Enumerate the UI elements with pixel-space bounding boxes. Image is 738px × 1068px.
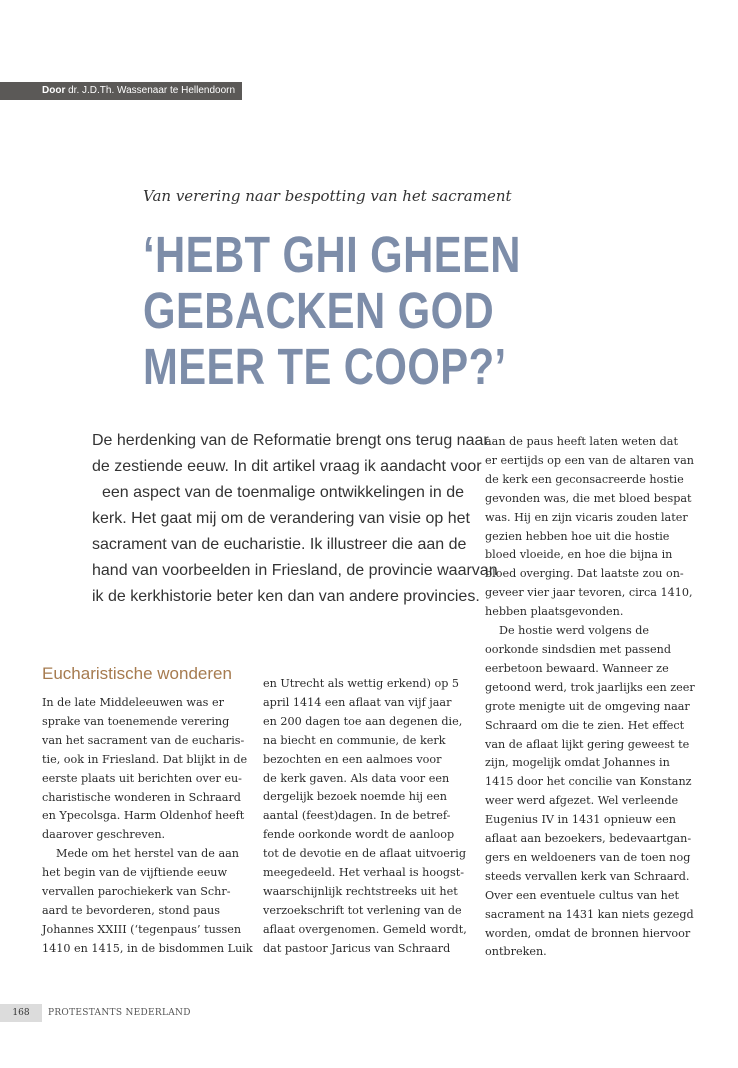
text-line: De hostie werd volgens de	[499, 624, 650, 638]
text-line: 1415 door het concilie van Konstanz	[485, 775, 692, 789]
text-line: weer werd afgezet. Wel verleende	[485, 794, 679, 808]
article-title	[143, 226, 521, 395]
text-line: april 1414 een aflaat van vijf jaar	[263, 695, 452, 709]
text-line: bezochten en een aalmoes voor	[263, 752, 442, 766]
lead-line: sacrament van de eucharistie. Ik illustreer die aan de	[92, 536, 467, 553]
text-line: aflaat overgenomen. Gemeld wordt,	[263, 922, 467, 936]
text-line: Johannes XXIII (‘tegenpaus’ tussen	[42, 922, 242, 936]
text-line: van de aflaat lijkt gering geweest te	[485, 737, 690, 751]
text-line: gezien hebben hoe uit die hostie	[485, 529, 670, 543]
body-column-3	[485, 433, 695, 962]
text-line: aan de paus heeft laten weten dat	[485, 435, 678, 448]
text-line: oorkonde sindsdien met passend	[485, 642, 672, 656]
lead-line: De herdenking van de Reformatie brengt ons terug naar	[92, 432, 489, 449]
text-line: aantal (feest)dagen. In de betref-	[263, 809, 451, 823]
text-line: sacrament na 1431 kan niets gezegd	[485, 907, 694, 921]
text-line: waarschijnlijk rechtstreeks uit het	[263, 884, 458, 898]
lead-line: ik de kerkhistorie beter ken dan van andere provincies.	[92, 588, 480, 605]
byline-prefix: Door	[42, 85, 66, 96]
text-line: aflaat aan bezoekers, bedevaartgan-	[485, 832, 692, 846]
text-line: eerste plaats uit berichten over eu-	[42, 771, 242, 785]
text-line: het begin van de vijftiende eeuw	[42, 866, 228, 880]
text-line: van het sacrament van de eucharis-	[42, 733, 245, 747]
text-line: daarover geschreven.	[42, 828, 166, 842]
section-heading: Eucharistische wonderen	[42, 664, 232, 683]
body-column-1	[42, 694, 253, 959]
text-line: en 200 dagen toe aan degenen die,	[263, 714, 463, 728]
text-line: Eugenius IV in 1431 opnieuw een	[485, 813, 676, 827]
text-line: charistische wonderen in Schraard	[42, 790, 241, 804]
page-footer	[0, 1004, 191, 1022]
title-line: MEER TE COOP?’	[143, 338, 507, 395]
lead-line: kerk. Het gaat mij om de verandering van visie op het	[92, 510, 470, 527]
byline-author: dr. J.D.Th. Wassenaar te Hellendoorn	[68, 85, 236, 96]
publication-name: PROTESTANTS NEDERLAND	[48, 1008, 191, 1018]
text-line: sprake van toenemende verering	[42, 714, 230, 728]
text-line: er eertijds op een van de altaren van	[485, 453, 695, 467]
text-line: fende oorkonde wordt de aanloop	[263, 828, 455, 842]
text-line: tie, ook in Friesland. Dat blijkt in de	[42, 752, 248, 766]
page-number: 168	[0, 1004, 42, 1022]
text-line: was. Hij en zijn vicaris zouden later	[485, 510, 688, 524]
lead-line: een aspect van de toenmalige ontwikkelingen in de	[101, 484, 464, 501]
text-line: na biecht en communie, de kerk	[263, 733, 446, 747]
body-column-2	[263, 675, 467, 959]
text-line: geveer vier jaar tevoren, circa 1410,	[485, 586, 693, 600]
text-line: gevonden was, die met bloed bespat	[485, 491, 692, 505]
lead-line: de zestiende eeuw. In dit artikel vraag ik aandacht voor	[92, 458, 482, 475]
title-line: ‘HEBT GHI GHEEN	[143, 226, 521, 283]
text-line: en Ypecolsga. Harm Oldenhof heeft	[42, 809, 245, 823]
text-line: vervallen parochiekerk van Schr-	[42, 885, 231, 899]
text-line: ontbreken.	[485, 945, 547, 959]
text-line: de kerk een geconsacreerde hostie	[485, 472, 684, 486]
text-line: en Utrecht als wettig erkend) op 5	[263, 677, 460, 690]
text-line: bloed vloeide, en hoe die bijna in	[485, 548, 673, 562]
text-line: 1410 en 1415, in de bisdommen Luik	[42, 941, 253, 955]
lead-paragraph	[92, 428, 498, 610]
title-line: GEBACKEN GOD	[143, 282, 495, 339]
text-line: tot de devotie en de aflaat uitvoerig	[263, 847, 466, 861]
text-line: Schraard om die te zien. Het effect	[485, 718, 685, 732]
text-line: eerbetoon bewaard. Wanneer ze	[485, 661, 669, 675]
text-line: bloed overging. Dat laatste zou on-	[485, 567, 684, 581]
article-subtitle: Van verering naar bespotting van het sacrament	[143, 187, 512, 205]
lead-line: hand van voorbeelden in Friesland, de provincie waarvan	[92, 562, 498, 579]
text-line: dat pastoor Jaricus van Schraard	[263, 941, 451, 955]
text-line: gers en weldoeners van de toen nog	[485, 850, 691, 864]
text-line: In de late Middeleeuwen was er	[42, 696, 224, 709]
text-line: Mede om het herstel van de aan	[56, 847, 239, 861]
text-line: hebben plaatsgevonden.	[485, 605, 624, 619]
text-line: Over een eventuele cultus van het	[485, 888, 679, 902]
byline-bar	[0, 82, 242, 100]
text-line: aard te bevorderen, stond paus	[42, 903, 221, 917]
text-line: meegedeeld. Het verhaal is hoogst-	[263, 866, 465, 880]
text-line: verzoekschrift tot verlening van de	[263, 903, 462, 917]
text-line: de kerk gaven. Als data voor een	[263, 771, 450, 785]
text-line: worden, omdat de bronnen hiervoor	[485, 926, 691, 940]
text-line: grote menigte uit de omgeving naar	[485, 699, 690, 713]
text-line: getoond werd, trok jaarlijks een zeer	[485, 680, 695, 694]
text-line: zijn, mogelijk omdat Johannes in	[485, 756, 670, 770]
text-line: dergelijk bezoek noemde hij een	[263, 790, 448, 804]
text-line: steeds vervallen kerk van Schraard.	[485, 869, 690, 883]
